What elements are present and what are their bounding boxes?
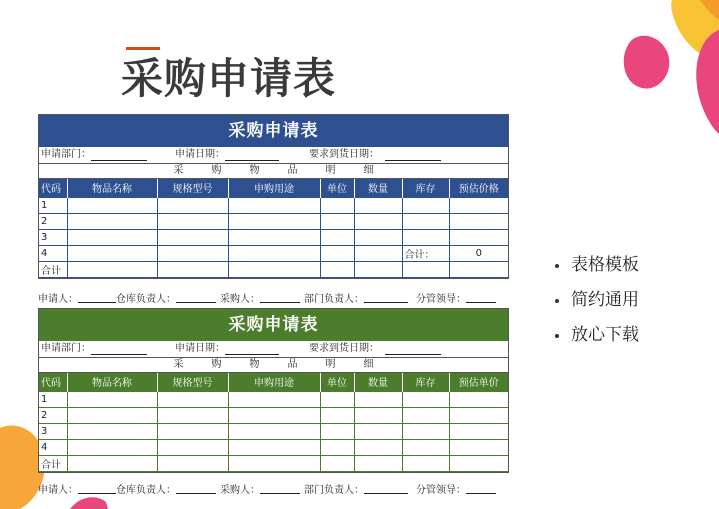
table-cell[interactable] [320,229,354,245]
column-header: 库存 [402,373,449,391]
table-header-row [39,179,508,197]
table-cell[interactable] [157,423,228,439]
table-cell[interactable] [67,391,157,407]
row-code: 3 [39,423,67,439]
row-code: 4 [39,245,67,261]
table-cell[interactable] [320,455,354,471]
table-header-row [39,373,508,391]
table-cell[interactable] [228,423,320,439]
dept-label: 申请部门： [41,343,91,354]
decorative-blobs-top-right [600,0,719,140]
date-field[interactable] [225,150,279,161]
table-row [39,391,508,407]
table-cell[interactable] [320,391,354,407]
dept-head-field[interactable] [364,292,408,303]
subtotal-label: 合计： [402,245,449,261]
title-accent-bar [126,47,160,50]
page-title: 采购申请表 [121,54,337,103]
column-header: 代码 [39,179,67,197]
table-cell[interactable] [402,197,449,213]
table-cell[interactable] [354,213,402,229]
leader-label: 分管领导： [416,293,466,305]
buyer-label: 采购人： [220,484,260,496]
table-row [39,197,508,213]
table-row [39,245,508,261]
table-cell[interactable] [157,455,228,471]
table-cell[interactable] [320,423,354,439]
table-cell[interactable] [354,407,402,423]
table-row [39,407,508,423]
leader-field[interactable] [466,483,496,494]
table-cell[interactable] [402,407,449,423]
form-info-row [39,147,508,164]
arrival-date-label: 要求到货日期： [309,343,379,354]
dept-head-label: 部门负责人： [304,484,364,496]
column-header: 物品名称 [67,373,157,391]
table-cell[interactable] [354,423,402,439]
table-cell[interactable] [402,229,449,245]
buyer-field[interactable] [260,292,300,303]
column-header: 单位 [320,179,354,197]
row-code: 1 [39,197,67,213]
detail-char: 明 [325,359,336,370]
table-cell[interactable] [228,261,320,277]
table-cell[interactable] [320,245,354,261]
table-row [39,213,508,229]
table-cell[interactable] [67,455,157,471]
column-header: 库存 [402,179,449,197]
table-cell[interactable] [228,455,320,471]
arrival-date-label: 要求到货日期： [309,149,379,160]
detail-char: 物 [249,165,260,176]
detail-char: 品 [287,359,298,370]
detail-char: 购 [211,165,222,176]
table-cell[interactable] [449,261,508,277]
bullet-dot-icon [555,264,559,268]
total-label: 合计 [39,455,67,471]
table-cell[interactable] [157,197,228,213]
row-code: 3 [39,229,67,245]
warehouse-label: 仓库负责人： [116,293,176,305]
column-header: 数量 [354,179,402,197]
table-cell[interactable] [449,213,508,229]
table-cell[interactable] [67,407,157,423]
items-table [39,179,508,278]
warehouse-label: 仓库负责人： [116,484,176,496]
detail-char: 细 [363,359,374,370]
applicant-label: 申请人： [38,293,78,305]
table-cell[interactable] [354,245,402,261]
table-cell[interactable] [402,455,449,471]
pink-blob-shape [70,497,108,509]
table-cell[interactable] [228,197,320,213]
row-code: 4 [39,439,67,455]
applicant-field[interactable] [78,483,116,494]
total-row [39,261,508,277]
dept-field[interactable] [91,344,147,355]
dept-head-field[interactable] [364,483,408,494]
detail-heading [39,358,508,373]
table-cell[interactable] [67,439,157,455]
detail-char: 购 [211,359,222,370]
total-row [39,455,508,471]
date-label: 申请日期： [175,149,225,160]
table-cell[interactable] [67,245,157,261]
detail-char: 品 [287,165,298,176]
table-cell[interactable] [449,423,508,439]
total-label: 合计 [39,261,67,277]
table-cell[interactable] [449,455,508,471]
applicant-label: 申请人： [38,484,78,496]
table-cell[interactable] [228,245,320,261]
column-header: 预估单价 [449,373,508,391]
arrival-date-field[interactable] [385,150,441,161]
feature-item [555,248,639,283]
table-cell[interactable] [228,439,320,455]
form-title: 采购申请表 [39,309,508,341]
table-cell[interactable] [67,229,157,245]
table-row [39,439,508,455]
table-cell[interactable] [228,229,320,245]
feature-text: 放心下载 [571,325,639,345]
column-header: 规格型号 [157,179,228,197]
table-cell[interactable] [402,213,449,229]
row-code: 1 [39,391,67,407]
detail-char: 采 [173,165,184,176]
date-field[interactable] [225,344,279,355]
table-cell[interactable] [157,407,228,423]
table-cell[interactable] [354,197,402,213]
table-cell[interactable] [354,229,402,245]
detail-char: 明 [325,165,336,176]
column-header: 申购用途 [228,179,320,197]
buyer-label: 采购人： [220,293,260,305]
bullet-dot-icon [555,299,559,303]
warehouse-field[interactable] [176,292,216,303]
signature-row [38,480,509,496]
feature-item [555,283,639,318]
leader-label: 分管领导： [416,484,466,496]
bullet-dot-icon [555,334,559,338]
table-cell[interactable] [228,407,320,423]
table-cell[interactable] [320,407,354,423]
table-cell[interactable] [354,261,402,277]
column-header: 预估价格 [449,179,508,197]
detail-heading [39,164,508,179]
table-cell[interactable] [449,439,508,455]
table-cell[interactable] [354,391,402,407]
buyer-field[interactable] [260,483,300,494]
pink-blob-shape [624,36,670,89]
table-cell[interactable] [67,213,157,229]
detail-char: 物 [249,359,260,370]
table-cell[interactable] [157,245,228,261]
table-cell[interactable] [157,391,228,407]
table-cell[interactable] [67,197,157,213]
date-label: 申请日期： [175,343,225,354]
table-row [39,423,508,439]
row-code: 2 [39,407,67,423]
table-cell[interactable] [449,391,508,407]
table-cell[interactable] [228,213,320,229]
column-header: 申购用途 [228,373,320,391]
table-cell[interactable] [449,407,508,423]
table-cell[interactable] [449,229,508,245]
detail-char: 细 [363,165,374,176]
table-cell[interactable] [449,197,508,213]
dept-head-label: 部门负责人： [304,293,364,305]
feature-text: 简约通用 [571,290,639,310]
dept-field[interactable] [91,150,147,161]
arrival-date-field[interactable] [385,344,441,355]
table-cell[interactable] [67,423,157,439]
dept-label: 申请部门： [41,149,91,160]
detail-char: 采 [173,359,184,370]
form-info-row [39,341,508,358]
column-header: 物品名称 [67,179,157,197]
table-cell[interactable] [228,391,320,407]
warehouse-field[interactable] [176,483,216,494]
column-header: 代码 [39,373,67,391]
form-title: 采购申请表 [39,115,508,147]
table-cell[interactable] [320,213,354,229]
table-cell[interactable] [320,197,354,213]
table-cell[interactable] [157,213,228,229]
table-cell[interactable] [157,261,228,277]
applicant-field[interactable] [78,292,116,303]
feature-text: 表格模板 [571,255,639,275]
purchase-form-green [38,308,509,473]
column-header: 单位 [320,373,354,391]
table-cell[interactable] [67,261,157,277]
table-cell[interactable] [157,439,228,455]
column-header: 数量 [354,373,402,391]
table-cell[interactable] [157,229,228,245]
table-cell[interactable] [402,439,449,455]
table-cell[interactable] [354,455,402,471]
table-cell[interactable] [320,439,354,455]
table-row [39,229,508,245]
table-cell[interactable] [320,261,354,277]
subtotal-value: 0 [449,245,508,261]
table-cell[interactable] [402,423,449,439]
table-cell[interactable] [402,391,449,407]
purchase-form-blue [38,114,509,279]
feature-list [555,248,639,353]
items-table [39,373,508,472]
table-cell[interactable] [354,439,402,455]
feature-item [555,318,639,353]
table-cell[interactable] [402,261,449,277]
signature-row [38,289,509,305]
row-code: 2 [39,213,67,229]
leader-field[interactable] [466,292,496,303]
column-header: 规格型号 [157,373,228,391]
